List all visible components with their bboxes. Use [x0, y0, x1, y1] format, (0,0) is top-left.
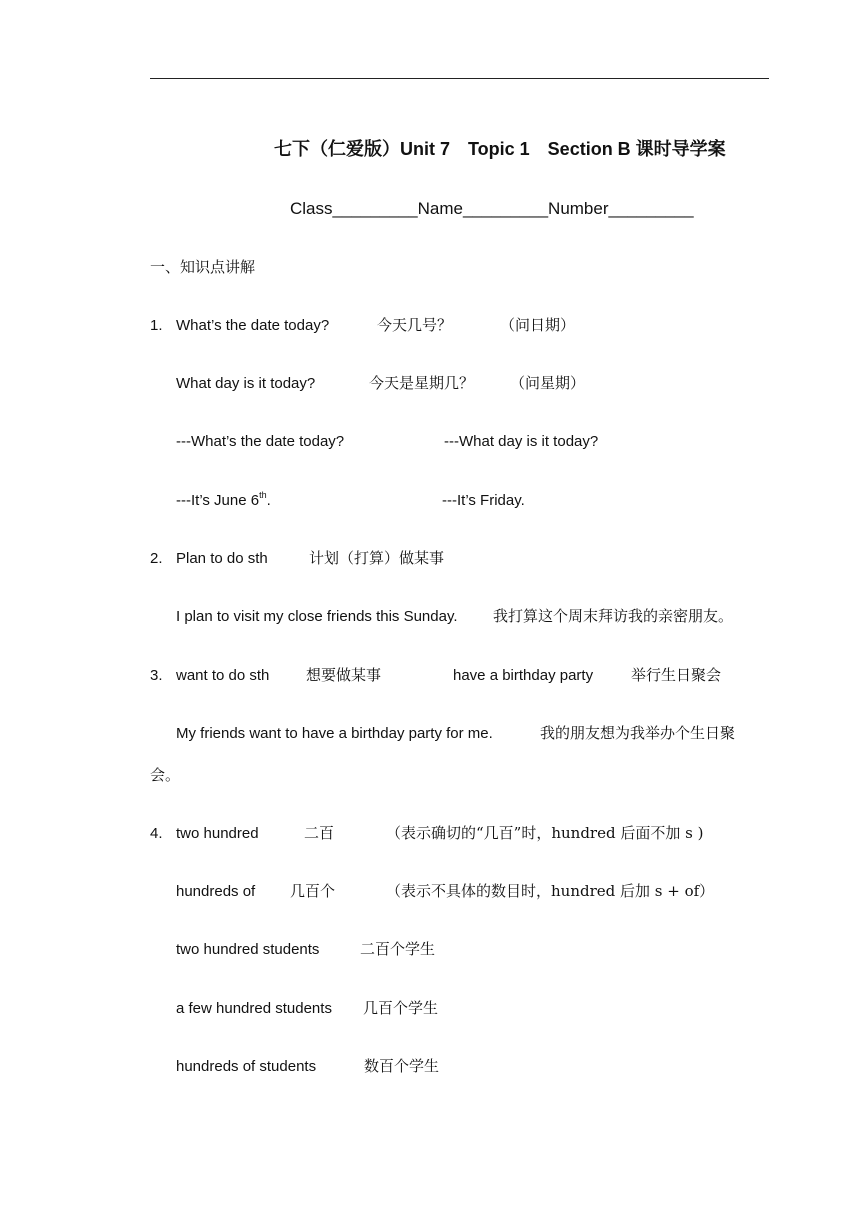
item-english: want to do sth — [176, 667, 270, 684]
item-chinese: 举行生日聚会 — [631, 666, 722, 684]
item-chinese: 几百个学生 — [363, 999, 439, 1017]
item-number: 1. — [150, 317, 163, 334]
example-english: My friends want to have a birthday party for me. — [176, 725, 493, 742]
item-english: a few hundred students — [176, 1000, 332, 1017]
item-english: Plan to do sth — [176, 550, 268, 567]
item-note: （问日期） — [500, 316, 576, 334]
item-chinese: 几百个 — [290, 882, 336, 900]
item-english: hundreds of students — [176, 1058, 317, 1075]
item-note: （表示确切的“几百”时，hundred 后面不加 s ) — [386, 824, 704, 842]
item-number: 3. — [150, 667, 163, 684]
page-title: 七下（仁爱版）Unit 7 Topic 1 Section B 课时导学案 — [274, 139, 726, 159]
item-number: 4. — [150, 825, 163, 842]
item-english: What’s the date today? — [176, 317, 330, 334]
section-heading: 一、知识点讲解 — [150, 258, 256, 276]
example-chinese: 我打算这个周末拜访我的亲密朋友。 — [493, 607, 734, 625]
example-chinese-wrap: 会。 — [150, 766, 181, 784]
item-english: hundreds of — [176, 883, 256, 900]
class-name-number-line: Class_________Name_________Number_________ — [290, 199, 694, 218]
example-chinese: 我的朋友想为我举办个生日聚 — [540, 724, 736, 742]
example-english: I plan to visit my close friends this Sunday. — [176, 608, 458, 625]
item-chinese: 今天是星期几？ — [369, 374, 475, 392]
dialogue-line: ---What day is it today? — [444, 433, 599, 450]
item-chinese: 数百个学生 — [364, 1057, 440, 1075]
item-english: two hundred — [176, 825, 259, 842]
item-chinese: 计划（打算）做某事 — [309, 549, 445, 567]
item-chinese: 二百个学生 — [360, 940, 436, 958]
dialogue-line: ---It’s June 6th. — [176, 490, 271, 509]
item-english: two hundred students — [176, 941, 320, 958]
item-chinese: 今天几号？ — [377, 316, 453, 334]
item-number: 2. — [150, 550, 163, 567]
item-note: （表示不具体的数目时，hundred 后加 s + of） — [386, 882, 715, 900]
item-chinese: 二百 — [304, 824, 335, 842]
item-english: What day is it today? — [176, 375, 316, 392]
header-rule — [150, 78, 769, 79]
item-note: （问星期） — [510, 374, 586, 392]
dialogue-line: ---What’s the date today? — [176, 433, 345, 450]
item-chinese: 想要做某事 — [306, 666, 382, 684]
item-english: have a birthday party — [453, 667, 594, 684]
dialogue-line: ---It’s Friday. — [442, 492, 525, 509]
